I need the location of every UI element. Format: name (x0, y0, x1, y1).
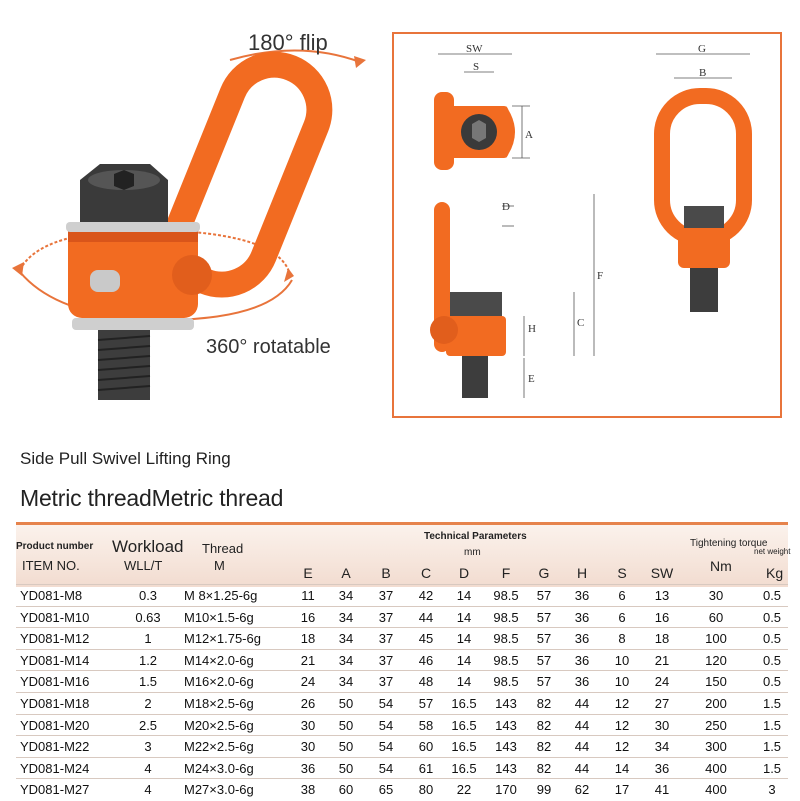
table-cell: 150 (705, 674, 727, 690)
table-cell: 50 (338, 760, 354, 776)
table-cell: 30 (300, 717, 316, 733)
table-cell: 65 (378, 782, 394, 798)
table-cell: 1.5 (138, 674, 158, 690)
table-cell: 24 (654, 674, 670, 690)
table-cell: 44 (418, 609, 434, 625)
table-cell: 36 (654, 760, 670, 776)
table-cell: 37 (378, 652, 394, 668)
table-cell: 400 (705, 760, 727, 776)
flip-label: 180° flip (248, 30, 328, 55)
table-cell: 54 (378, 760, 394, 776)
table-cell: 3 (768, 782, 776, 798)
table-cell: 37 (378, 609, 394, 625)
table-cell: 300 (705, 739, 727, 755)
table-row (16, 714, 788, 737)
table-cell: YD081-M27 (20, 782, 90, 798)
table-row (16, 627, 788, 650)
table-cell: 34 (338, 609, 354, 625)
table-cell: YD081-M16 (20, 674, 90, 690)
table-cell: YD081-M10 (20, 609, 90, 625)
header-workload: Workload (112, 537, 184, 556)
table-cell: 120 (705, 652, 727, 668)
table-cell: 0.5 (762, 588, 782, 603)
dim-f: F (597, 270, 604, 282)
table-cell: 62 (574, 782, 590, 798)
table-cell: 12 (614, 717, 630, 733)
dim-d: D (502, 201, 510, 213)
table-cell: 16 (654, 609, 670, 625)
table-cell: 80 (418, 782, 434, 798)
table-cell: 24 (300, 674, 316, 690)
table-cell: M14×2.0-6g (184, 652, 254, 668)
page-title: Metric threadMetric thread (20, 485, 284, 511)
table-cell: YD081-M14 (20, 652, 90, 668)
header-col-s: S (617, 565, 627, 581)
table-cell: 54 (378, 696, 394, 711)
table-cell: 13 (654, 588, 670, 603)
header-product-number: Product number (16, 541, 94, 552)
table-cell: 14 (456, 652, 472, 668)
table-cell: 14 (456, 631, 472, 647)
header-col-sw: SW (650, 565, 674, 581)
table-cell: M16×2.0-6g (184, 674, 254, 690)
header-col-b: B (381, 565, 391, 581)
table-cell: 36 (574, 631, 590, 647)
header-kg: Kg (766, 565, 784, 581)
table-cell: 61 (418, 760, 434, 776)
table-cell: 57 (536, 588, 552, 603)
table-cell: 250 (705, 717, 727, 733)
table-cell: 12 (614, 696, 630, 711)
table-cell: 98.5 (493, 652, 519, 668)
table-cell: 2.5 (138, 717, 158, 733)
header-col-h: H (576, 565, 588, 581)
table-cell: 0.5 (762, 631, 782, 647)
table-cell: 16.5 (451, 696, 477, 711)
table-row (16, 735, 788, 758)
table-cell: 1.5 (762, 760, 782, 776)
table-cell: 10 (614, 652, 630, 668)
table-cell: 44 (574, 739, 590, 755)
header-m: M (214, 558, 225, 573)
header-col-g: G (538, 565, 550, 581)
dim-h: H (528, 323, 536, 335)
table-cell: 30 (654, 717, 670, 733)
table-cell: 60 (708, 609, 724, 625)
table-cell: 27 (654, 696, 670, 711)
table-row (16, 670, 788, 693)
table-cell: 98.5 (493, 609, 519, 625)
table-cell: 45 (418, 631, 434, 647)
table-cell: 8 (618, 631, 626, 647)
table-cell: 58 (418, 717, 434, 733)
table-cell: 2 (144, 696, 152, 711)
table-cell: 1.2 (138, 652, 158, 668)
table-cell: 60 (338, 782, 354, 798)
table-cell: 36 (574, 588, 590, 603)
table-cell: 143 (495, 696, 517, 711)
table-cell: 4 (144, 782, 152, 798)
header-thread: Thread (202, 541, 244, 556)
table-cell: 82 (536, 760, 552, 776)
table-cell: 170 (495, 782, 517, 798)
table-cell: 18 (300, 631, 316, 647)
table-cell: M 8×1.25-6g (184, 588, 258, 603)
table-cell: 38 (300, 782, 316, 798)
table-cell: 14 (456, 674, 472, 690)
table-cell: 1 (144, 631, 152, 647)
table-cell: 18 (654, 631, 670, 647)
table-cell: 34 (654, 739, 670, 755)
table-cell: 57 (418, 696, 434, 711)
table-cell: 17 (614, 782, 630, 798)
table-cell: 21 (654, 652, 670, 668)
dim-a: A (525, 129, 533, 141)
table-cell: 16.5 (451, 760, 477, 776)
table-cell: 60 (418, 739, 434, 755)
table-cell: 36 (300, 760, 316, 776)
table-cell: 1.5 (762, 739, 782, 755)
table-cell: 54 (378, 739, 394, 755)
table-cell: 36 (574, 652, 590, 668)
table-cell: 26 (300, 696, 316, 711)
table-cell: 57 (536, 652, 552, 668)
table-cell: 37 (378, 588, 394, 603)
table-cell: YD081-M20 (20, 717, 90, 733)
table-cell: 1.5 (762, 717, 782, 733)
header-col-e: E (303, 565, 313, 581)
table-cell: 6 (618, 588, 626, 603)
table-cell: 37 (378, 631, 394, 647)
table-cell: 30 (300, 739, 316, 755)
table-row (16, 649, 788, 672)
table-cell: 3 (144, 739, 152, 755)
table-cell: 21 (300, 652, 316, 668)
table-cell: 0.5 (762, 609, 782, 625)
dim-b: B (699, 67, 707, 79)
dim-g: G (698, 43, 706, 55)
table-cell: 34 (338, 588, 354, 603)
spec-table (16, 522, 791, 800)
table-cell: YD081-M18 (20, 696, 90, 711)
table-row (16, 692, 788, 715)
header-nm: Nm (710, 558, 732, 574)
table-cell: 4 (144, 760, 152, 776)
table-cell: 42 (418, 588, 434, 603)
table-cell: 46 (418, 652, 434, 668)
table-cell: 6 (618, 609, 626, 625)
table-cell: 0.3 (138, 588, 158, 603)
table-cell: M12×1.75-6g (184, 631, 261, 647)
table-cell: 200 (705, 696, 727, 711)
table-cell: 14 (456, 588, 472, 603)
table-cell: 14 (456, 609, 472, 625)
header-net-weight: net weight (754, 547, 791, 556)
header-tech-params: Technical Parameters (424, 531, 527, 542)
table-cell: 82 (536, 739, 552, 755)
table-cell: 57 (536, 609, 552, 625)
dim-c: C (577, 317, 585, 329)
table-cell: YD081-M8 (20, 588, 83, 603)
dim-e: E (528, 373, 535, 385)
table-row (16, 757, 788, 780)
table-cell: 57 (536, 631, 552, 647)
table-cell: M27×3.0-6g (184, 782, 254, 798)
table-cell: YD081-M22 (20, 739, 90, 755)
table-cell: 82 (536, 717, 552, 733)
table-cell: 50 (338, 717, 354, 733)
table-cell: 50 (338, 696, 354, 711)
table-cell: 22 (456, 782, 472, 798)
table-cell: YD081-M12 (20, 631, 90, 647)
table-cell: 143 (495, 717, 517, 733)
technical-drawing (392, 32, 782, 418)
table-cell: 57 (536, 674, 552, 690)
header-col-c: C (420, 565, 432, 581)
table-cell: 41 (654, 782, 670, 798)
table-cell: 30 (708, 588, 724, 603)
table-cell: M10×1.5-6g (184, 609, 254, 625)
table-cell: 36 (574, 609, 590, 625)
dim-sw: SW (466, 43, 483, 55)
table-cell: 34 (338, 631, 354, 647)
table-cell: 1.5 (762, 696, 782, 711)
table-cell: 98.5 (493, 674, 519, 690)
table-cell: 100 (705, 631, 727, 647)
table-header (16, 522, 791, 587)
table-cell: 34 (338, 674, 354, 690)
table-cell: 99 (536, 782, 552, 798)
table-cell: 48 (418, 674, 434, 690)
header-mm: mm (464, 547, 481, 558)
header-col-a: A (341, 565, 351, 581)
table-row (16, 606, 788, 629)
table-cell: M20×2.5-6g (184, 717, 254, 733)
header-wll: WLL/T (124, 558, 163, 573)
table-cell: 0.63 (135, 609, 161, 625)
table-cell: 98.5 (493, 631, 519, 647)
table-cell: 11 (301, 588, 315, 603)
table-row (16, 584, 788, 607)
table-cell: M24×3.0-6g (184, 760, 254, 776)
header-col-d: D (458, 565, 470, 581)
table-cell: 44 (574, 717, 590, 733)
table-cell: 10 (614, 674, 630, 690)
table-cell: 400 (705, 782, 727, 798)
table-cell: 82 (536, 696, 552, 711)
table-cell: 37 (378, 674, 394, 690)
table-cell: 54 (378, 717, 394, 733)
header-col-f: F (501, 565, 511, 581)
table-cell: YD081-M24 (20, 760, 90, 776)
table-cell: 98.5 (493, 588, 519, 603)
table-cell: 143 (495, 739, 517, 755)
table-cell: 34 (338, 652, 354, 668)
table-cell: 0.5 (762, 674, 782, 690)
header-item-no: ITEM NO. (22, 558, 80, 573)
table-cell: 44 (574, 760, 590, 776)
table-row (16, 778, 788, 801)
table-cell: 50 (338, 739, 354, 755)
table-cell: 36 (574, 674, 590, 690)
rotate-label: 360° rotatable (206, 336, 331, 358)
subtitle: Side Pull Swivel Lifting Ring (20, 449, 231, 468)
table-cell: 14 (614, 760, 630, 776)
table-cell: 44 (574, 696, 590, 711)
table-cell: 143 (495, 760, 517, 776)
table-cell: 12 (614, 739, 630, 755)
table-cell: M18×2.5-6g (184, 696, 254, 711)
header-torque: Tightening torque (690, 538, 768, 549)
table-cell: M22×2.5-6g (184, 739, 254, 755)
table-cell: 16.5 (451, 717, 477, 733)
table-cell: 0.5 (762, 652, 782, 668)
dim-s: S (473, 61, 480, 73)
table-cell: 16.5 (451, 739, 477, 755)
table-cell: 16 (300, 609, 316, 625)
